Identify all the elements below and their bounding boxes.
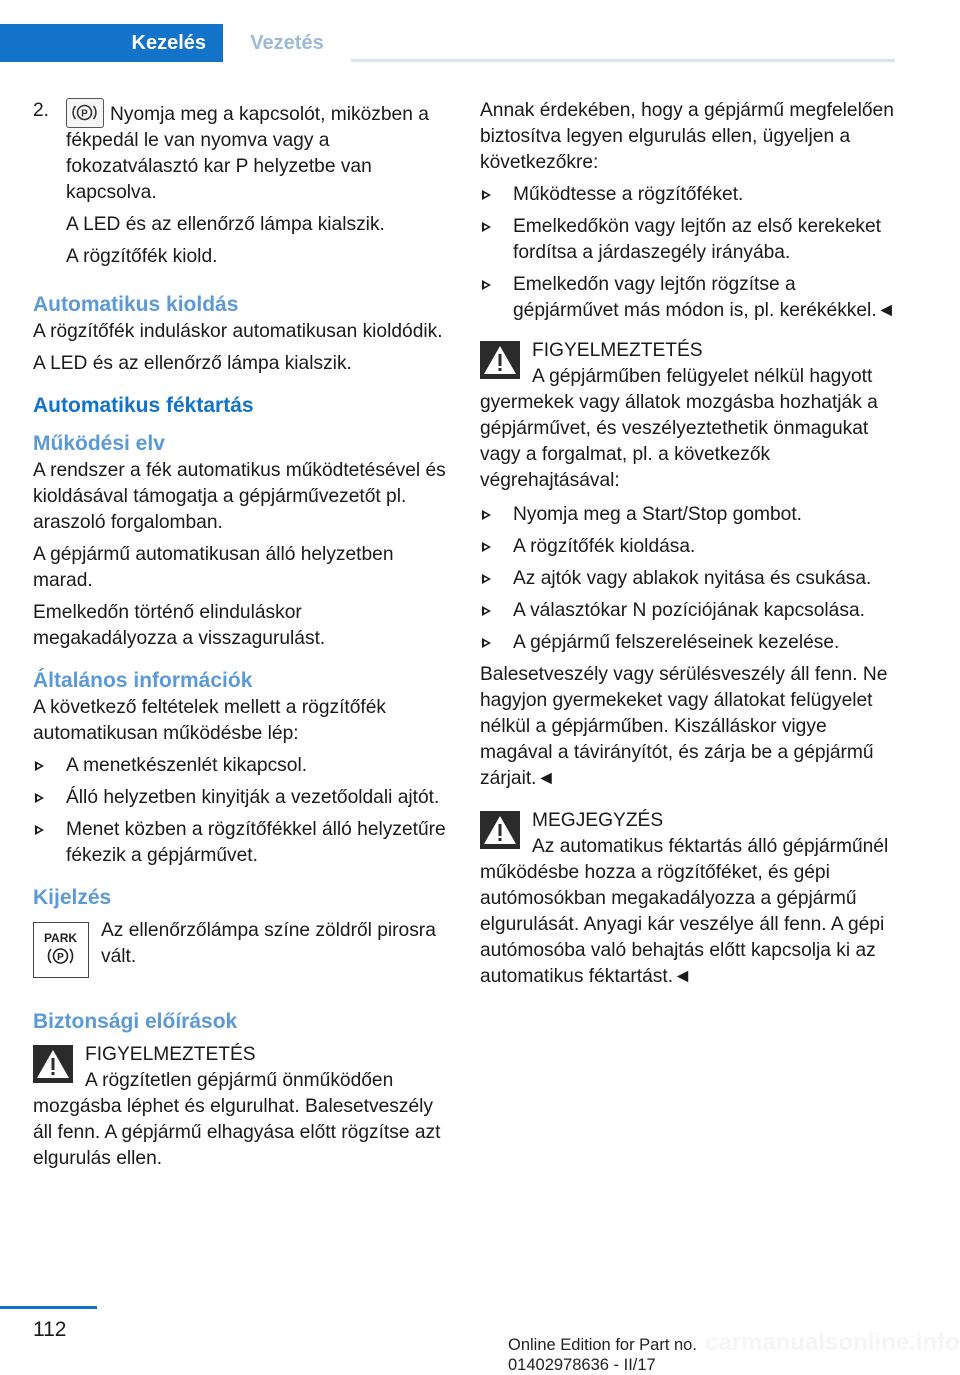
display-block (33, 918, 448, 986)
list-item: Emelkedőkön vagy lejtőn az első kerekeket fordítsa a járdaszegély irányába. (480, 214, 898, 266)
tab-kezeles[interactable]: Kezelés (0, 24, 223, 62)
heading-general: Általános információk (33, 669, 253, 692)
park-label: PARK (43, 931, 78, 945)
warning-1-text: A rögzítetlen gépjármű önműködően mozgásba léphet és elgurulhat. Balesetveszély áll fenn. A gépjármű elhagyása előtt rögzítse azt elgurulás ellen. (33, 1070, 441, 1169)
heading-auto-release: Automatikus kioldás (33, 293, 239, 316)
warning-2-after: Balesetveszély vagy sérülésveszély áll fenn. Ne hagyjon gyermekeket vagy állatokat felügyelet nélkül a gépjárműben. Kiszálláskor vigye magával a távirányítót, és zárja be a gépjármű zárjait.◄ (480, 664, 888, 789)
general-list (33, 753, 448, 869)
heading-principle: Működési elv (33, 432, 165, 455)
heading-auto-hold: Automatikus féktartás (33, 394, 254, 417)
warning-2-text: A gépjárműben felügyelet nélkül hagyott gyermekek vagy állatok mozgásba hozhatják a gépjárművet, és veszélyeztethetik önmagukat vagy a forgalmat, pl. a következők végrehajtásával: (480, 366, 878, 491)
warning-triangle-icon (480, 341, 520, 379)
note-title: MEGJEGYZÉS (532, 810, 664, 831)
svg-text:P: P (57, 952, 64, 963)
display-text: Az ellenőrzőlámpa színe zöldről pirosra vált. (101, 920, 436, 967)
edition-text: Online Edition for Part no. 01402978636 - II/17 (508, 1336, 697, 1374)
footer-line (0, 1306, 97, 1309)
note-text: Az automatikus féktartás álló gépjárműnél működésbe hozza a rögzítőféket, és gépi autómosókban megakadályozza a gépjármű elgurulását. Anyagi kár veszélye áll fenn. A gépi autómosóba való behajtás előtt kapcsolja ki az automatikus féktartást.◄ (480, 836, 889, 987)
tab-vezetes[interactable]: Vezetés (223, 24, 351, 62)
step-number: 2. (33, 100, 50, 121)
step-2-note-1: A LED és az ellenőrző lámpa kialszik. (66, 214, 385, 235)
list-item: A menetkészenlét kikapcsol. (33, 753, 448, 779)
warning-1-title: FIGYELMEZTETÉS (85, 1044, 256, 1065)
step-2-text-wrap (66, 98, 448, 206)
list-item: Az ajtók vagy ablakok nyitása és csukása. (480, 566, 898, 592)
list-item: A rögzítőfék kioldása. (480, 534, 898, 560)
header-tabs (0, 24, 895, 62)
warning-triangle-icon (33, 1045, 73, 1083)
list-item: Álló helyzetben kinyitják a vezetőoldali ajtót. (33, 785, 448, 811)
secure-list (480, 182, 898, 324)
principle-p3: Emelkedőn történő elinduláskor megakadályozza a visszagurulást. (33, 602, 326, 649)
parking-brake-button-icon (66, 98, 104, 128)
note-1 (480, 808, 898, 990)
right-column (480, 98, 898, 996)
general-p1: A következő feltételek mellett a rögzítőfék automatikusan működésbe lép: (33, 697, 387, 744)
watermark: carmanualsonline.info (705, 1329, 960, 1356)
right-intro: Annak érdekében, hogy a gépjármű megfelelően biztosítva legyen elgurulás ellen, ügyeljen a következőkre: (480, 100, 894, 173)
page-number: 112 (33, 1318, 67, 1341)
auto-release-p1: A rögzítőfék induláskor automatikusan kioldódik. (33, 321, 443, 342)
list-item: A választókar N pozíciójának kapcsolása. (480, 598, 898, 624)
warning-triangle-icon (480, 811, 520, 849)
list-item: Működtesse a rögzítőféket. (480, 182, 898, 208)
warning-1 (33, 1042, 448, 1172)
list-item: Nyomja meg a Start/Stop gombot. (480, 502, 898, 528)
warning-2 (480, 338, 898, 494)
warning-2-title: FIGYELMEZTETÉS (532, 340, 703, 361)
principle-p1: A rendszer a fék automatikus működtetésével és kioldásával támogatja a gépjárművezetőt pl. araszoló forgalomban. (33, 460, 446, 533)
danger-list (480, 502, 898, 656)
list-item: Emelkedőn vagy lejtőn rögzítse a gépjárművet más módon is, pl. kerékékkel.◄ (480, 272, 898, 324)
park-indicator-icon (33, 922, 89, 978)
list-item: Menet közben a rögzítőfékkel álló helyzetűre fékezik a gépjárművet. (33, 817, 448, 869)
left-column (33, 98, 448, 1178)
auto-release-p2: A LED és az ellenőrző lámpa kialszik. (33, 353, 352, 374)
step-2 (33, 98, 448, 276)
heading-safety: Biztonsági előírások (33, 1010, 238, 1033)
svg-text:P: P (81, 108, 88, 120)
heading-display: Kijelzés (33, 886, 112, 909)
step-2-text: Nyomja meg a kapcsolót, miközben a fékpedál le van nyomva vagy a fokozatválasztó kar P helyzetbe van kapcsolva. (66, 104, 429, 203)
list-item: A gépjármű felszereléseinek kezelése. (480, 630, 898, 656)
step-2-note-2: A rögzítőfék kiold. (66, 246, 218, 267)
principle-p2: A gépjármű automatikusan álló helyzetben marad. (33, 544, 394, 591)
